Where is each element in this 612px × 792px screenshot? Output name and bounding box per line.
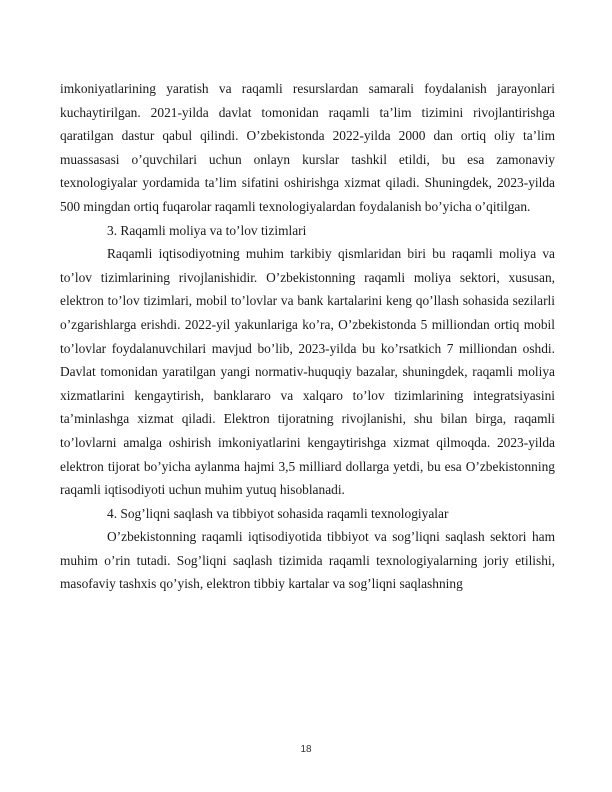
paragraph-digital-finance: Raqamli iqtisodiyotning muhim tarkibiy qismlaridan biri bu raqamli moliya va to’lov tizimlarining rivojlanishidir. O’zbekistonning raqamli moliya sektori, xususan, elektron to’lov tizimlari, mobil to’lovlar va bank kartalarini keng qo’llash sohasida sezilarli o’zgarishlarga erishdi. 2022-yil yakunlariga ko’ra, O’zbekistonda 5 milliondan ortiq mobil to’lovlar foydalanuvchilari mavjud bo’lib, 2023-yilda bu ko’rsatkich 7 milliondan oshdi. Davlat tomonidan yaratilgan yangi normativ-huquqiy bazalar, shuningdek, raqamli moliya xizmatlarini kengaytirish, banklararo va xalqaro to’lov tizimlarining integratsiyasini ta’minlashga xizmat qiladi. Elektron tijoratning rivojlanishi, shu bilan birga, raqamli to’lovlarni amalga oshirish imkoniyatlarini kengaytirishga xizmat qilmoqda. 2023-yilda elektron tijorat bo’yicha aylanma hajmi 3,5 milliard dollarga yetdi, bu esa O’zbekistonning raqamli iqtisodiyoti uchun muhim yutuq hisoblanadi.: [60, 246, 555, 498]
section-heading-digital-finance: 3. Raqamli moliya va to’lov tizimlari: [107, 222, 307, 238]
page-body: [60, 77, 555, 596]
section-heading-healthcare: 4. Sog’liqni saqlash va tibbiyot sohasida raqamli texnologiyalar: [107, 505, 449, 521]
page-number: 18: [300, 744, 312, 755]
paragraph-education-continuation: imkoniyatlarining yaratish va raqamli resurslardan samarali foydalanish jarayonlari kuchaytirilgan. 2021-yilda davlat tomonidan raqamli ta’lim tizimini rivojlantirishga qaratilgan dastur qabul qilindi. O’zbekistonda 2022-yilda 2000 dan ortiq oliy ta’lim muassasasi o’quvchilari uchun onlayn kurslar tashkil etildi, bu esa zamonaviy texnologiyalar yordamida ta’lim sifatini oshirishga xizmat qiladi. Shuningdek, 2023-yilda 500 mingdan ortiq fuqarolar raqamli texnologiyalardan foydalanish bo’yicha o’qitilgan.: [60, 81, 555, 214]
paragraph-healthcare: O’zbekistonning raqamli iqtisodiyotida tibbiyot va sog’liqni saqlash sektori ham muhim o’rin tutadi. Sog’liqni saqlash tizimida raqamli texnologiyalarning joriy etilishi, masofaviy tashxis qo’yish, elektron tibbiy kartalar va sog’liqni saqlashning: [60, 529, 555, 592]
